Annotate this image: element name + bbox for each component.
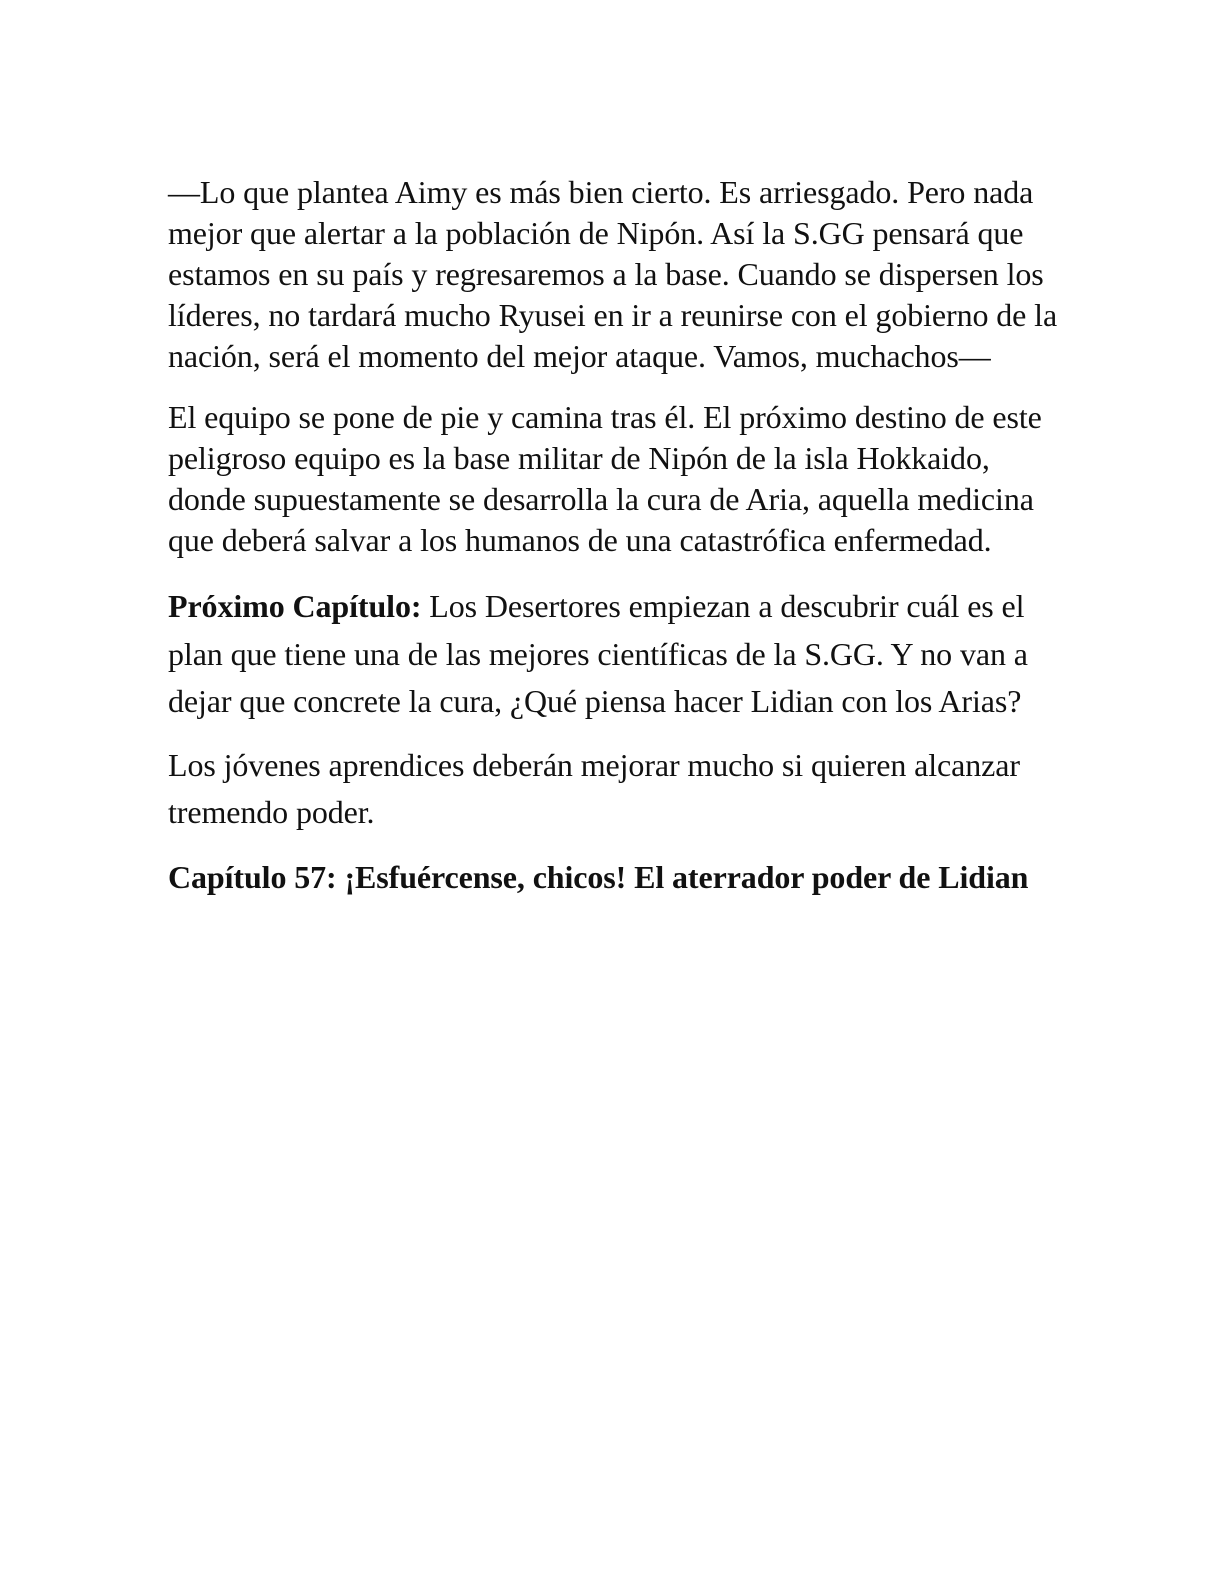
teaser-paragraph: Los jóvenes aprendices deberán mejorar mucho si quieren alcanzar tremendo poder.: [168, 746, 1020, 830]
chapter-title: Capítulo 57: ¡Esfuércense, chicos! El aterrador poder de Lidian: [168, 858, 1029, 895]
next-chapter-label: Próximo Capítulo:: [168, 588, 422, 624]
narration-paragraph: El equipo se pone de pie y camina tras él. El próximo destino de este peligroso equipo es la base militar de Nipón de la isla Hokkaido, donde supuestamente se desarrolla la cura de Aria, aquella medicina que deberá salvar a los humanos de una catastrófica enfermedad.: [168, 399, 1042, 558]
document-page: [168, 172, 1058, 901]
next-chapter-paragraph: [168, 583, 1058, 726]
dialogue-paragraph: —Lo que plantea Aimy es más bien cierto. Es arriesgado. Pero nada mejor que alertar a la población de Nipón. Así la S.GG pensará que estamos en su país y regresaremos a la base. Cuando se dispersen los líderes, no tardará mucho Ryusei en ir a reunirse con el gobierno de la nación, será el momento del mejor ataque. Vamos, muchachos—: [168, 174, 1058, 374]
next-chapter-text: Los Desertores empiezan a descubrir cuál es el plan que tiene una de las mejores científicas de la S.GG. Y no van a dejar que concrete la cura, ¿Qué piensa hacer Lidian con los Arias?: [168, 588, 1028, 719]
